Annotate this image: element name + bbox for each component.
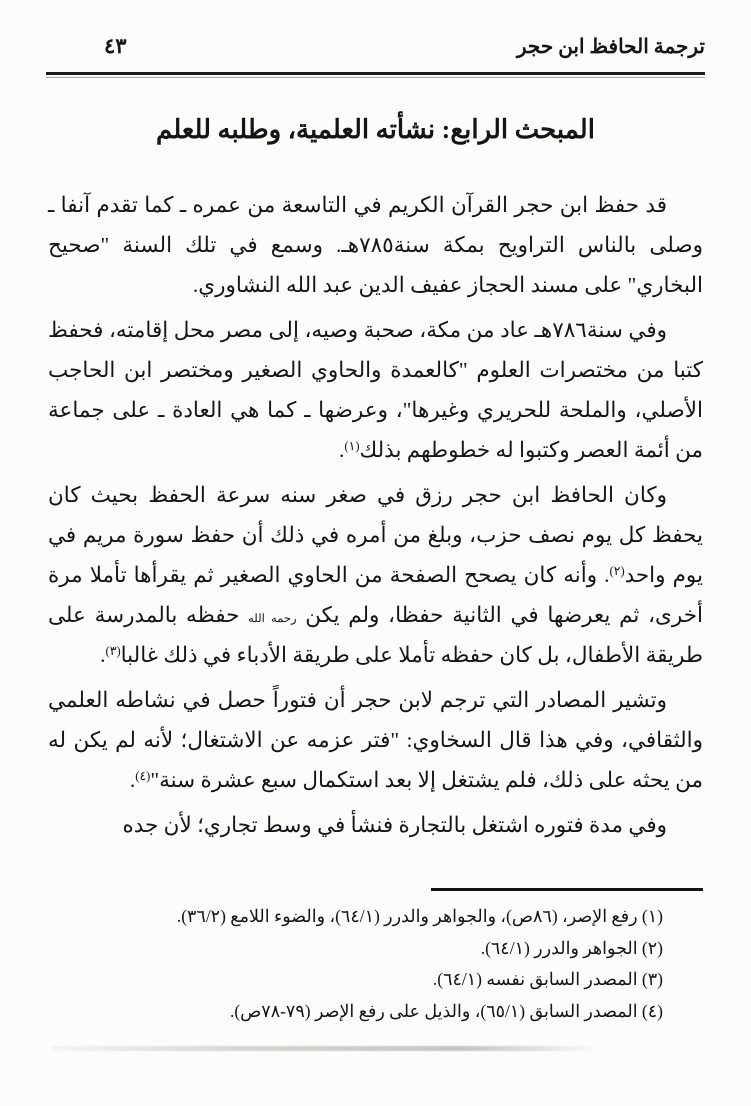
text-run: وتشير المصادر التي ترجم لابن حجر أن فتوراً حصل في نشاطه العلمي والثقافي، وفي هذا قال السخاوي: "فتر عزمه عن الاشتغال؛ لأنه لم يكن له من يحثه على ذلك، فلم يشتغل إلا بعد استكمال سبع عشرة سنة" <box>48 688 703 792</box>
page-body <box>48 110 703 850</box>
footnote-ref-marker: (٤) <box>135 769 151 783</box>
text-run: وفي سنة٧٨٦هـ عاد من مكة، صحبة وصيه، إلى مصر محل إقامته، فحفظ كتبا من مختصرات العلوم "كالعمدة والحاوي الصغير ومختصر ابن الحاجب الأصلي، والملحة للحريري وغيرها"، وعرضها ـ كما هي العادة ـ على جماعة من أئمة العصر وكتبوا له خطوطهم بذلك <box>48 318 703 462</box>
section-title: المبحث الرابع: نشأته العلمية، وطلبه للعلم <box>156 115 595 144</box>
footnote-ref-marker: (٢) <box>609 564 625 578</box>
honorific-ligature: رحمه الله <box>248 613 297 625</box>
footnote <box>48 964 663 996</box>
text-run: (٤) المصدر السابق (٦٥/١)، والذيل على رفع الإصر <box>310 1000 663 1021</box>
text-run: . <box>229 1000 235 1021</box>
footnote-ref-marker: (١) <box>344 439 360 453</box>
body-paragraph <box>48 805 703 845</box>
citation-page-ref: (ص٨٦) <box>506 906 558 926</box>
page-header <box>46 34 705 59</box>
text-run: . وأنه كان يصحح الصفحة من الحاوي الصغير ثم يقرأها تأملا مرة أخرى، ثم يعرضها في الثانية حفظا، ولم يكن <box>48 563 704 627</box>
footnote-separator-rule <box>431 888 703 891</box>
text-run: وكان الحافظ ابن حجر رزق في صغر سنه سرعة الحفظ بحيث كان يحفظ كل يوم نصف حزب، وبلغ من أمره في ذلك أن حفظ سورة مريم في يوم واحد <box>48 483 703 587</box>
body-paragraph <box>48 310 703 470</box>
body-paragraph <box>48 475 703 675</box>
footnote <box>48 901 663 933</box>
body-text <box>48 185 703 845</box>
body-paragraph <box>48 680 703 800</box>
text-run: حفظه بالمدرسة على طريقة الأطفال، بل كان حفظه تأملا على طريقة الأدباء في ذلك غالبا <box>48 603 703 667</box>
running-head-title: ترجمة الحافظ ابن حجر <box>516 36 705 58</box>
text-run: ، والجواهر والدرر (٦٤/١)، والضوء اللامع (٣٦/٢). <box>176 906 507 926</box>
text-run: (٢) الجواهر والدرر (٦٤/١). <box>480 937 663 958</box>
footnote <box>48 996 663 1028</box>
text-run: قد حفظ ابن حجر القرآن الكريم في التاسعة من عمره ـ كما تقدم آنفا ـ وصلى بالناس التراويح بمكة سنة٧٨٥هـ. وسمع في تلك السنة "صحيح البخاري" على مسند الحجاز عفيف الدين عبد الله النشاوري. <box>48 193 703 297</box>
footnote-ref-marker: (٣) <box>105 644 121 658</box>
text-run: . <box>339 438 345 462</box>
page-number: ٤٣ <box>104 34 127 58</box>
footnote <box>48 933 663 965</box>
scan-artifact <box>51 1046 601 1051</box>
text-run: (١) رفع الإصر، <box>557 906 663 926</box>
text-run: وفي مدة فتوره اشتغل بالتجارة فنشأ في وسط تجاري؛ لأن جده <box>122 813 667 837</box>
citation-page-ref: (ص٧٨-٧٩) <box>234 1000 311 1021</box>
footnotes-section <box>48 888 703 1027</box>
text-run: . <box>129 768 136 792</box>
text-run: . <box>100 643 106 667</box>
body-paragraph <box>48 185 703 305</box>
text-run: (٣) المصدر السابق نفسه (٦٤/١). <box>432 969 663 989</box>
